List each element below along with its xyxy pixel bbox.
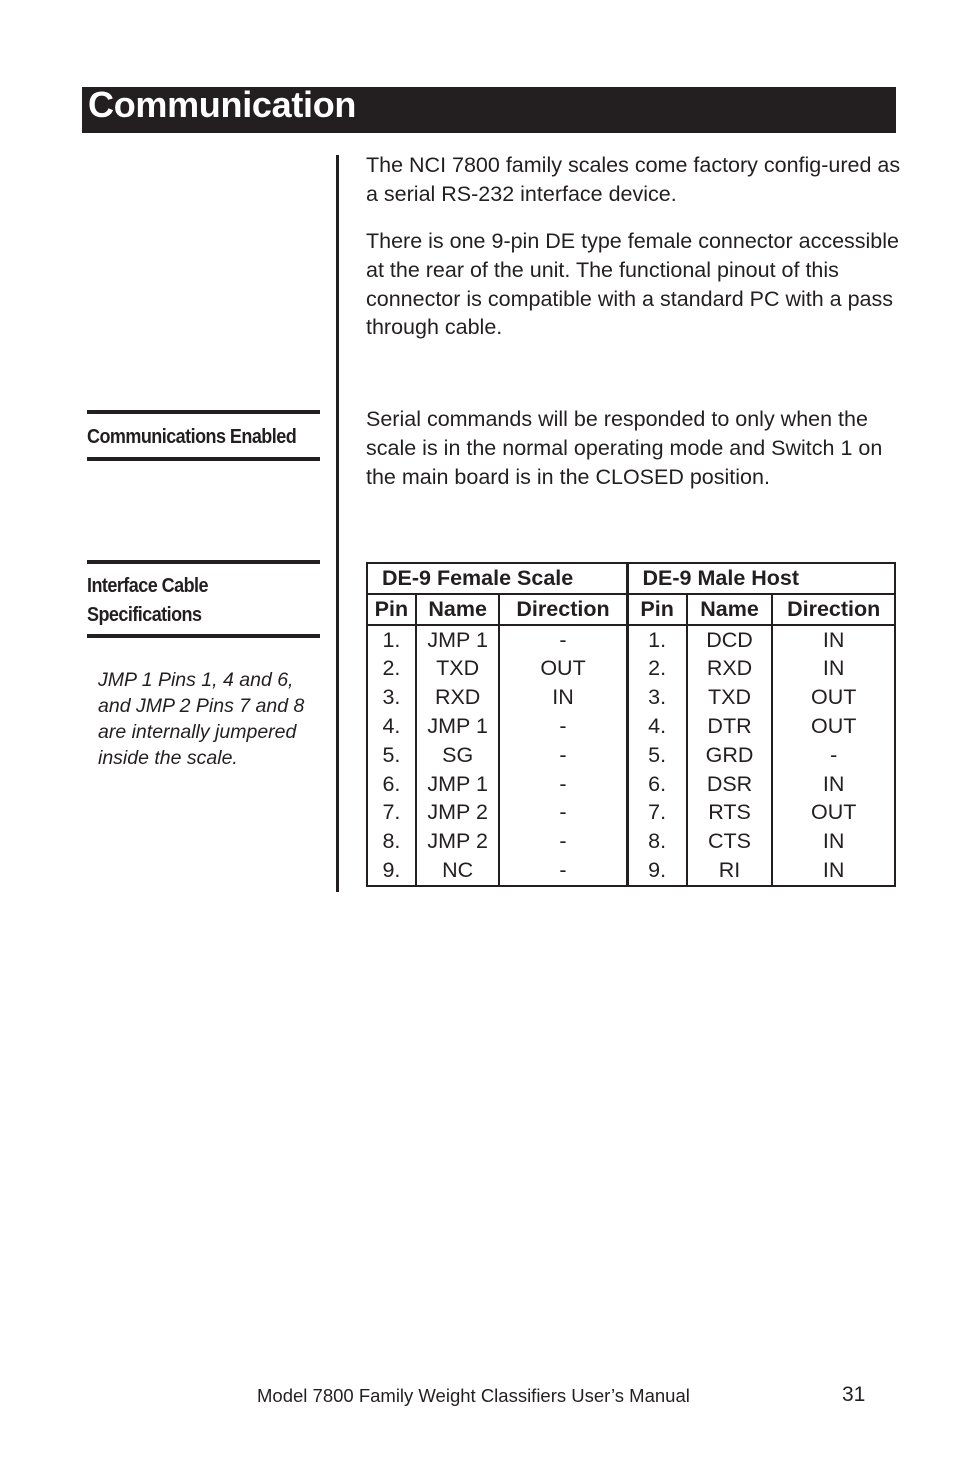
table-cell: OUT	[772, 712, 895, 741]
table-cell: GRD	[687, 741, 773, 770]
column-header: Pin	[627, 594, 687, 625]
table-row	[367, 770, 895, 799]
table-cell: 2.	[382, 656, 401, 681]
table-cell: 8.	[382, 829, 401, 854]
table-cell: JMP 1	[416, 770, 500, 799]
table-cell: 1.	[382, 627, 401, 652]
table-cell: DTR	[687, 712, 773, 741]
table-cell: OUT	[499, 654, 627, 683]
column-header: Name	[687, 594, 773, 625]
column-divider	[336, 155, 339, 892]
interface-cable-heading-line1: Interface Cable	[87, 575, 208, 597]
table-cell: 9.	[382, 857, 401, 882]
communications-enabled-paragraph: Serial commands will be responded to only when the scale is in the normal operating mode and Switch 1 on the main board is in the CLOSED position.	[366, 407, 883, 489]
table-cell: 6.	[627, 770, 687, 799]
footer-manual-title: Model 7800 Family Weight Classifiers User’s Manual	[257, 1385, 690, 1406]
table-cell: -	[772, 741, 895, 770]
table-cell: CTS	[687, 827, 773, 856]
table-cell: JMP 2	[416, 827, 500, 856]
table-row	[367, 798, 895, 827]
column-header: Name	[416, 594, 500, 625]
table-cell: IN	[772, 856, 895, 886]
table-cell: JMP 2	[416, 798, 500, 827]
table-cell: JMP 1	[416, 712, 500, 741]
table-column-header-row	[367, 594, 895, 625]
table-row	[367, 683, 895, 712]
table-cell: -	[499, 770, 627, 799]
table-cell: NC	[416, 856, 500, 886]
table-row	[367, 712, 895, 741]
table-cell: TXD	[687, 683, 773, 712]
table-cell: 7.	[382, 800, 401, 825]
intro-paragraph-1: The NCI 7800 family scales come factory config-ured as a serial RS-232 interface device.	[366, 153, 901, 206]
table-cell: DCD	[687, 625, 773, 655]
host-group-header: DE-9 Male Host	[627, 563, 895, 594]
table-cell: RXD	[416, 683, 500, 712]
pinout-table-body	[367, 625, 895, 886]
section-title-bar	[82, 84, 896, 133]
table-cell: 6.	[382, 771, 401, 796]
communications-enabled-heading: Communications Enabled	[87, 426, 297, 448]
jumper-note: JMP 1 Pins 1, 4 and 6, and JMP 2 Pins 7 and 8 are internally jumpered inside the scale.	[98, 669, 305, 769]
table-cell: RI	[687, 856, 773, 886]
page-title: Communication	[88, 84, 357, 125]
table-cell: 5.	[627, 741, 687, 770]
page-number: 31	[842, 1383, 866, 1406]
table-cell: 8.	[627, 827, 687, 856]
column-header: Direction	[499, 594, 627, 625]
column-header: Pin	[367, 594, 416, 625]
table-cell: OUT	[772, 798, 895, 827]
table-cell: IN	[772, 827, 895, 856]
table-cell: -	[499, 827, 627, 856]
side-heading-rule-bottom	[87, 457, 320, 461]
table-row	[367, 827, 895, 856]
table-cell: 4.	[382, 713, 401, 738]
table-cell: RXD	[687, 654, 773, 683]
table-cell: 5.	[382, 742, 401, 767]
table-cell: -	[499, 712, 627, 741]
table-cell: IN	[772, 770, 895, 799]
table-cell: IN	[772, 654, 895, 683]
table-cell: OUT	[772, 683, 895, 712]
table-cell: -	[499, 741, 627, 770]
table-cell: RTS	[687, 798, 773, 827]
table-cell: IN	[499, 683, 627, 712]
side-heading-rule-top	[87, 560, 320, 564]
table-cell: 7.	[627, 798, 687, 827]
table-cell: 9.	[627, 856, 687, 886]
table-cell: SG	[416, 741, 500, 770]
table-cell: JMP 1	[416, 625, 500, 655]
table-cell: -	[499, 625, 627, 655]
table-cell: 1.	[627, 625, 687, 655]
intro-paragraph-2: There is one 9-pin DE type female connector accessible at the rear of the unit. The functional pinout of this connector is compatible with a standard PC with a pass through cable.	[366, 229, 899, 340]
table-cell: IN	[772, 625, 895, 655]
table-row	[367, 625, 895, 655]
table-cell: 3.	[627, 683, 687, 712]
table-row	[367, 654, 895, 683]
table-row	[367, 741, 895, 770]
table-cell: -	[499, 856, 627, 886]
side-heading-rule-bottom	[87, 634, 320, 638]
table-row	[367, 856, 895, 886]
table-cell: DSR	[687, 770, 773, 799]
table-cell: 2.	[627, 654, 687, 683]
side-heading-rule-top	[87, 410, 320, 414]
column-header: Direction	[772, 594, 895, 625]
interface-cable-heading-line2: Specifications	[87, 604, 202, 626]
table-cell: -	[499, 798, 627, 827]
table-cell: 3.	[382, 685, 401, 710]
pinout-table	[366, 562, 896, 887]
table-group-header-row	[367, 563, 895, 594]
table-cell: 4.	[627, 712, 687, 741]
scale-group-header: DE-9 Female Scale	[367, 563, 627, 594]
table-cell: TXD	[416, 654, 500, 683]
